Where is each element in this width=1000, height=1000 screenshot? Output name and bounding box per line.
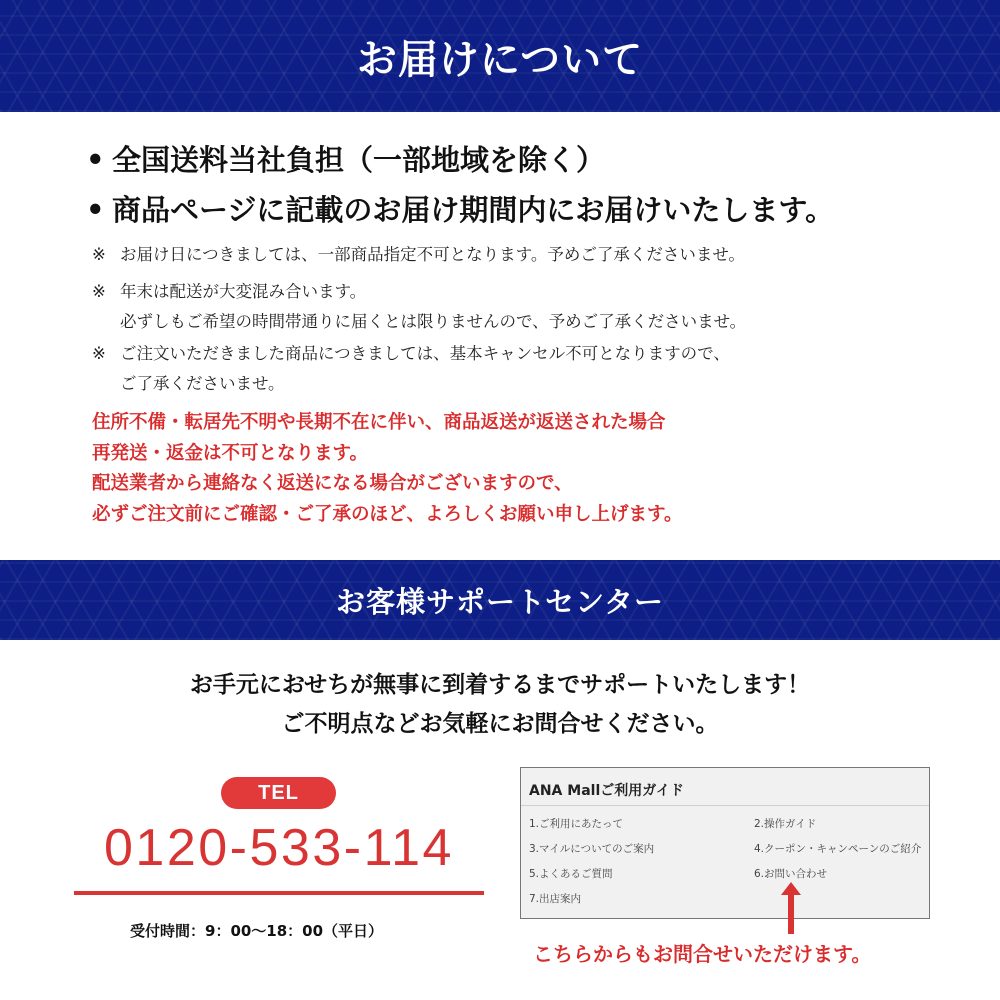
note-text-continued: 必ずしもご希望の時間帯通りに届くとは限りませんので、予めご了承くださいませ。 bbox=[120, 312, 747, 331]
business-hours: 受付時間：9：00〜18：00（平日） bbox=[130, 922, 384, 940]
contact-cta: こちらからもお問合せいただけます。 bbox=[533, 942, 872, 966]
guide-title: ANA Mallご利用ガイド bbox=[529, 783, 684, 799]
note-cancellation bbox=[92, 339, 730, 399]
note-mark: ※ bbox=[92, 282, 106, 301]
bullet-text: 全国送料当社負担（一部地域を除く） bbox=[112, 143, 606, 177]
phone-number-link[interactable]: 0120-533-114 bbox=[104, 819, 454, 877]
phone-underline bbox=[74, 891, 484, 895]
guide-link-coupons[interactable]: 4.クーポン・キャンペーンのご紹介 bbox=[754, 843, 922, 855]
warning-line: 再発送・返金は不可となります。 bbox=[92, 442, 369, 464]
support-lead-line: ご不明点などお気軽にお問合せください。 bbox=[281, 711, 719, 737]
delivery-header-band bbox=[0, 0, 1000, 112]
return-warning bbox=[92, 408, 683, 530]
guide-divider bbox=[521, 805, 929, 806]
support-section-title: お客様サポートセンター bbox=[336, 584, 664, 619]
guide-link-contact[interactable]: 6.お問い合わせ bbox=[754, 868, 828, 880]
guide-link-faq[interactable]: 5.よくあるご質問 bbox=[529, 868, 613, 880]
guide-link-store-info[interactable]: 7.出店案内 bbox=[529, 893, 582, 905]
warning-line: 必ずご注文前にご確認・ご了承のほど、よろしくお願い申し上げます。 bbox=[92, 503, 683, 525]
bullet-text: 商品ページに記載のお届け期間内にお届けいたします。 bbox=[112, 193, 835, 227]
note-text-continued: ご了承くださいませ。 bbox=[120, 374, 285, 393]
warning-line: 住所不備・転居先不明や長期不在に伴い、商品返送が返送された場合 bbox=[92, 412, 666, 433]
note-text: お届け日につきましては、一部商品指定不可となります。予めご了承くださいませ。 bbox=[120, 245, 745, 264]
up-arrow-icon bbox=[781, 882, 801, 934]
guide-link-miles[interactable]: 3.マイルについてのご案内 bbox=[529, 843, 655, 855]
note-delivery-date bbox=[92, 240, 745, 270]
note-text: 年末は配送が大変混み合います。 bbox=[120, 282, 367, 301]
note-year-end bbox=[92, 277, 746, 337]
bullet-dot: • bbox=[86, 143, 105, 177]
warning-line: 配送業者から連絡なく返送になる場合がございますので、 bbox=[92, 473, 573, 494]
support-lead-line: お手元におせちが無事に到着するまでサポートいたします！ bbox=[189, 672, 811, 698]
bullet-delivery-period bbox=[86, 188, 834, 229]
bullet-shipping-fee bbox=[86, 138, 605, 179]
tel-badge: TEL bbox=[221, 777, 336, 809]
support-header-band bbox=[0, 560, 1000, 640]
note-mark: ※ bbox=[92, 344, 106, 363]
delivery-section-title: お届けについて bbox=[356, 36, 644, 83]
ana-mall-guide-panel bbox=[520, 767, 930, 919]
guide-link-usage[interactable]: 1.ご利用にあたって bbox=[529, 818, 624, 830]
guide-link-operation[interactable]: 2.操作ガイド bbox=[754, 818, 817, 830]
note-mark: ※ bbox=[92, 245, 106, 264]
note-text: ご注文いただきました商品につきましては、基本キャンセル不可となりますので、 bbox=[120, 344, 730, 363]
bullet-dot: • bbox=[86, 193, 105, 227]
